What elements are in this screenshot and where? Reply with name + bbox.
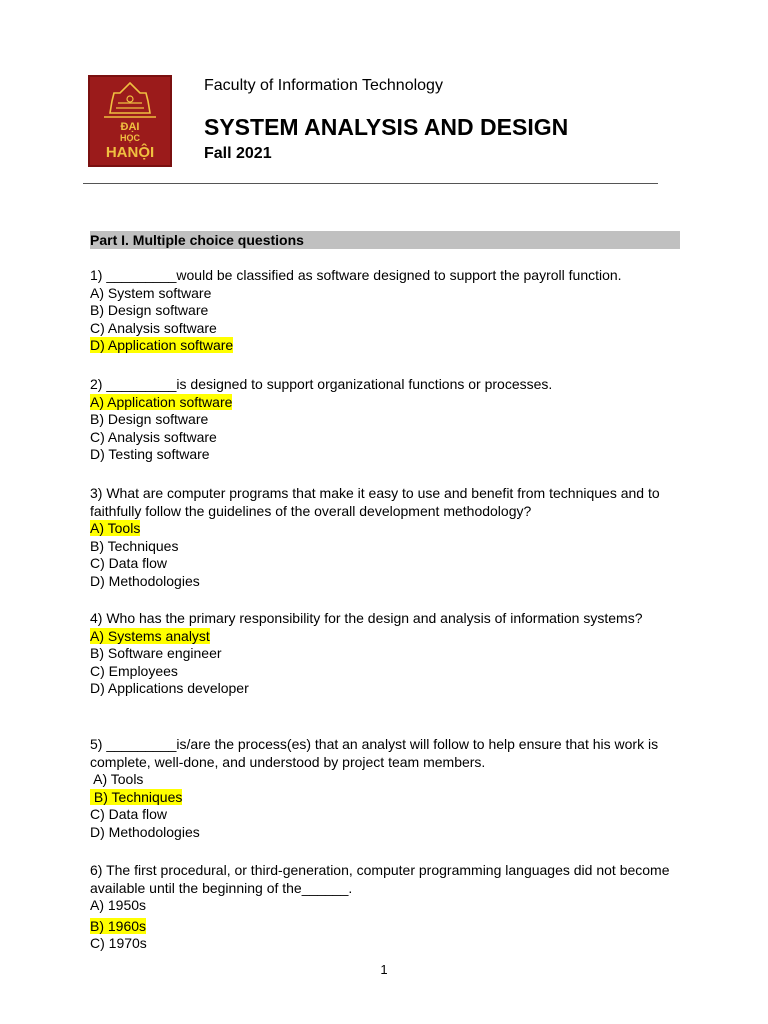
option-a: A) System software [90, 284, 212, 301]
option-d-answer: D) Application software [90, 337, 234, 353]
option-d: D) Methodologies [90, 823, 200, 840]
option-c: C) Analysis software [90, 428, 217, 445]
header-divider [83, 183, 658, 184]
section-heading: Part I. Multiple choice questions [90, 231, 680, 249]
option-a-answer: A) Application software [90, 393, 233, 410]
university-logo [88, 75, 172, 167]
option-c: C) Analysis software [90, 319, 217, 336]
option-b: B) Design software [90, 411, 209, 427]
question-3 [90, 485, 680, 590]
logo-text-line1: ĐẠI [120, 121, 140, 133]
logo-text-line3: HANỘI [105, 144, 155, 161]
question-stem: 4) Who has the primary responsibility for the design and analysis of information systems? [90, 610, 643, 626]
option-b-answer: B) 1960s [90, 917, 147, 934]
page-number: 1 [380, 962, 388, 977]
option-b: B) Techniques [90, 537, 179, 554]
option-d: D) Methodologies [90, 572, 200, 589]
logo-text-line2: HỌC [120, 133, 140, 143]
option-a-answer: A) Systems analyst [90, 627, 210, 644]
option-a-answer: A) Tools [90, 520, 141, 536]
question-5 [90, 736, 680, 841]
option-c: C) Data flow [90, 806, 168, 822]
option-c: C) Employees [90, 662, 178, 679]
course-title: SYSTEM ANALYSIS AND DESIGN [204, 114, 569, 140]
option-b: B) Design software [90, 302, 209, 318]
option-b: B) Software engineer [90, 645, 222, 661]
question-stem: 1) _________would be classified as software designed to support the payroll function. [90, 267, 622, 283]
question-stem: 2) _________is designed to support organizational functions or processes. [90, 376, 553, 392]
question-2 [90, 376, 680, 464]
question-stem: 3) What are computer programs that make it easy to use and benefit from techniques and to faithfully follow the guidelines of the overall development methodology? [90, 485, 660, 519]
question-stem: 5) _________is/are the process(es) that an analyst will follow to help ensure that his work is complete, well-done, and understood by project team members. [90, 736, 659, 770]
question-stem: 6) The first procedural, or third-generation, computer programming languages did not become available until the beginning of the______. [90, 862, 670, 896]
option-d: D) Applications developer [90, 680, 249, 696]
option-c: C) 1970s [90, 935, 147, 951]
question-4 [90, 610, 680, 698]
option-a: A) 1950s [90, 897, 147, 913]
faculty-name: Faculty of Information Technology [204, 77, 443, 94]
question-1 [90, 267, 680, 355]
term-label: Fall 2021 [204, 145, 272, 162]
option-c: C) Data flow [90, 555, 168, 571]
option-a: A) Tools [90, 771, 144, 787]
option-b-answer: B) Techniques [90, 788, 183, 805]
question-6 [90, 862, 680, 953]
option-d: D) Testing software [90, 446, 210, 462]
